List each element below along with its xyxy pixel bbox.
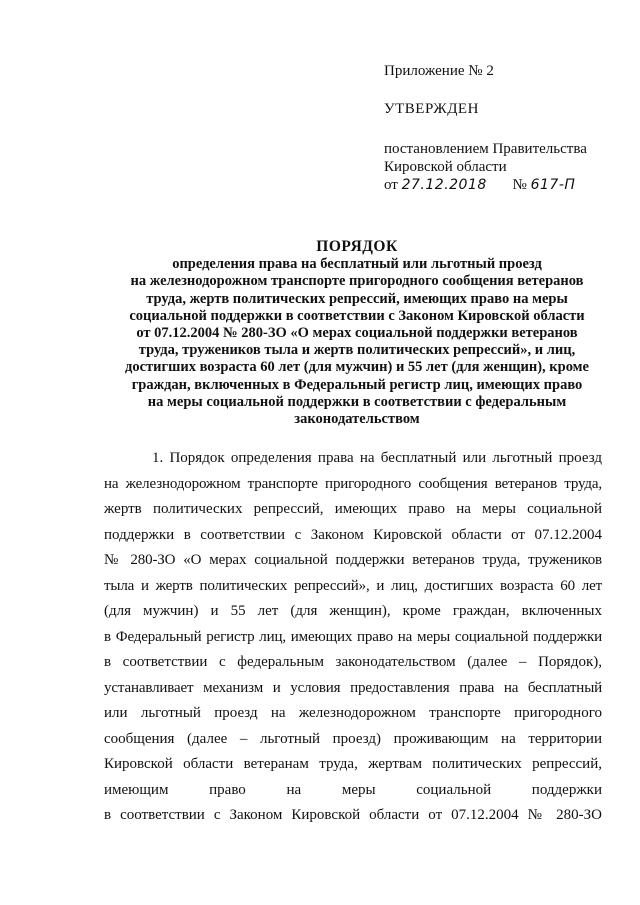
title-line: социальной поддержки в соответствии с Законом Кировской области bbox=[129, 307, 585, 324]
body-line: № 280-ЗО «О мерах социальной поддержки ветеранов труда, тружеников bbox=[104, 552, 602, 568]
handwritten-number: 617-П bbox=[530, 177, 576, 193]
paragraph-1 bbox=[104, 446, 602, 829]
body-line: на железнодорожном транспорте пригородного сообщения ветеранов труда, bbox=[104, 475, 602, 492]
number-prefix: № bbox=[512, 177, 527, 193]
title-line: труда, тружеников тыла и жертв политических репрессий», и лиц, bbox=[138, 342, 576, 359]
body-line: или льготный проезд на железнодорожном транспорте пригородного bbox=[104, 705, 602, 721]
body-line: в соответствии с федеральным законодательством (далее – Порядок), bbox=[104, 654, 602, 670]
title-heading: ПОРЯДОК bbox=[316, 238, 398, 255]
body-line: имеющим право на меры социальной поддержки bbox=[104, 781, 602, 798]
body-line: в соответствии с Законом Кировской области от 07.12.2004 № 280-ЗО bbox=[104, 807, 602, 823]
resolution-line-2: Кировской области bbox=[384, 159, 507, 175]
body-line: жертв политических репрессий, имеющих право на меры социальной bbox=[104, 501, 602, 517]
date-prefix: от bbox=[384, 177, 398, 193]
body-line: устанавливает механизм и условия предоставления права на бесплатный bbox=[104, 679, 602, 696]
body-line: поддержки в соответствии с Законом Кировской области от 07.12.2004 bbox=[104, 526, 602, 543]
title-line: определения права на бесплатный или льготный проезд bbox=[172, 256, 542, 273]
title-line: на железнодорожном транспорте пригородного сообщения ветеранов bbox=[130, 273, 584, 290]
title-line: достигших возраста 60 лет (для мужчин) и 55 лет (для женщин), кроме bbox=[125, 359, 589, 376]
title-line: труда, жертв политических репрессий, имеющих право на меры bbox=[146, 290, 568, 307]
document-title bbox=[104, 238, 610, 428]
body-line: (для мужчин) и 55 лет (для женщин), кроме граждан, включенных bbox=[104, 603, 602, 619]
approved-label: УТВЕРЖДЕН bbox=[384, 101, 479, 117]
body-line: сообщения (далее – льготный проезд) проживающим на территории bbox=[104, 730, 602, 747]
annex-label: Приложение № 2 bbox=[384, 63, 494, 79]
approval-block bbox=[384, 62, 624, 194]
title-line: граждан, включенных в Федеральный регистр лиц, имеющих право bbox=[131, 376, 583, 393]
body-line: Кировской области ветеранам труда, жертвам политических репрессий, bbox=[104, 756, 602, 772]
title-line: от 07.12.2004 № 280-ЗО «О мерах социальной поддержки ветеранов bbox=[136, 325, 578, 342]
resolution-line-1: постановлением Правительства bbox=[384, 141, 587, 157]
title-line: на меры социальной поддержки в соответствии с федеральным bbox=[147, 393, 567, 410]
body-line: в Федеральный регистр лиц, имеющих право на меры социальной поддержки bbox=[104, 628, 602, 645]
date-number-line bbox=[384, 176, 624, 194]
title-line: законодательством bbox=[294, 411, 420, 428]
body-line: 1. Порядок определения права на бесплатный или льготный проезд bbox=[152, 450, 602, 466]
handwritten-date: 27.12.2018 bbox=[401, 177, 487, 193]
body-line: тыла и жертв политических репрессий», и лиц, достигших возраста 60 лет bbox=[104, 577, 602, 594]
